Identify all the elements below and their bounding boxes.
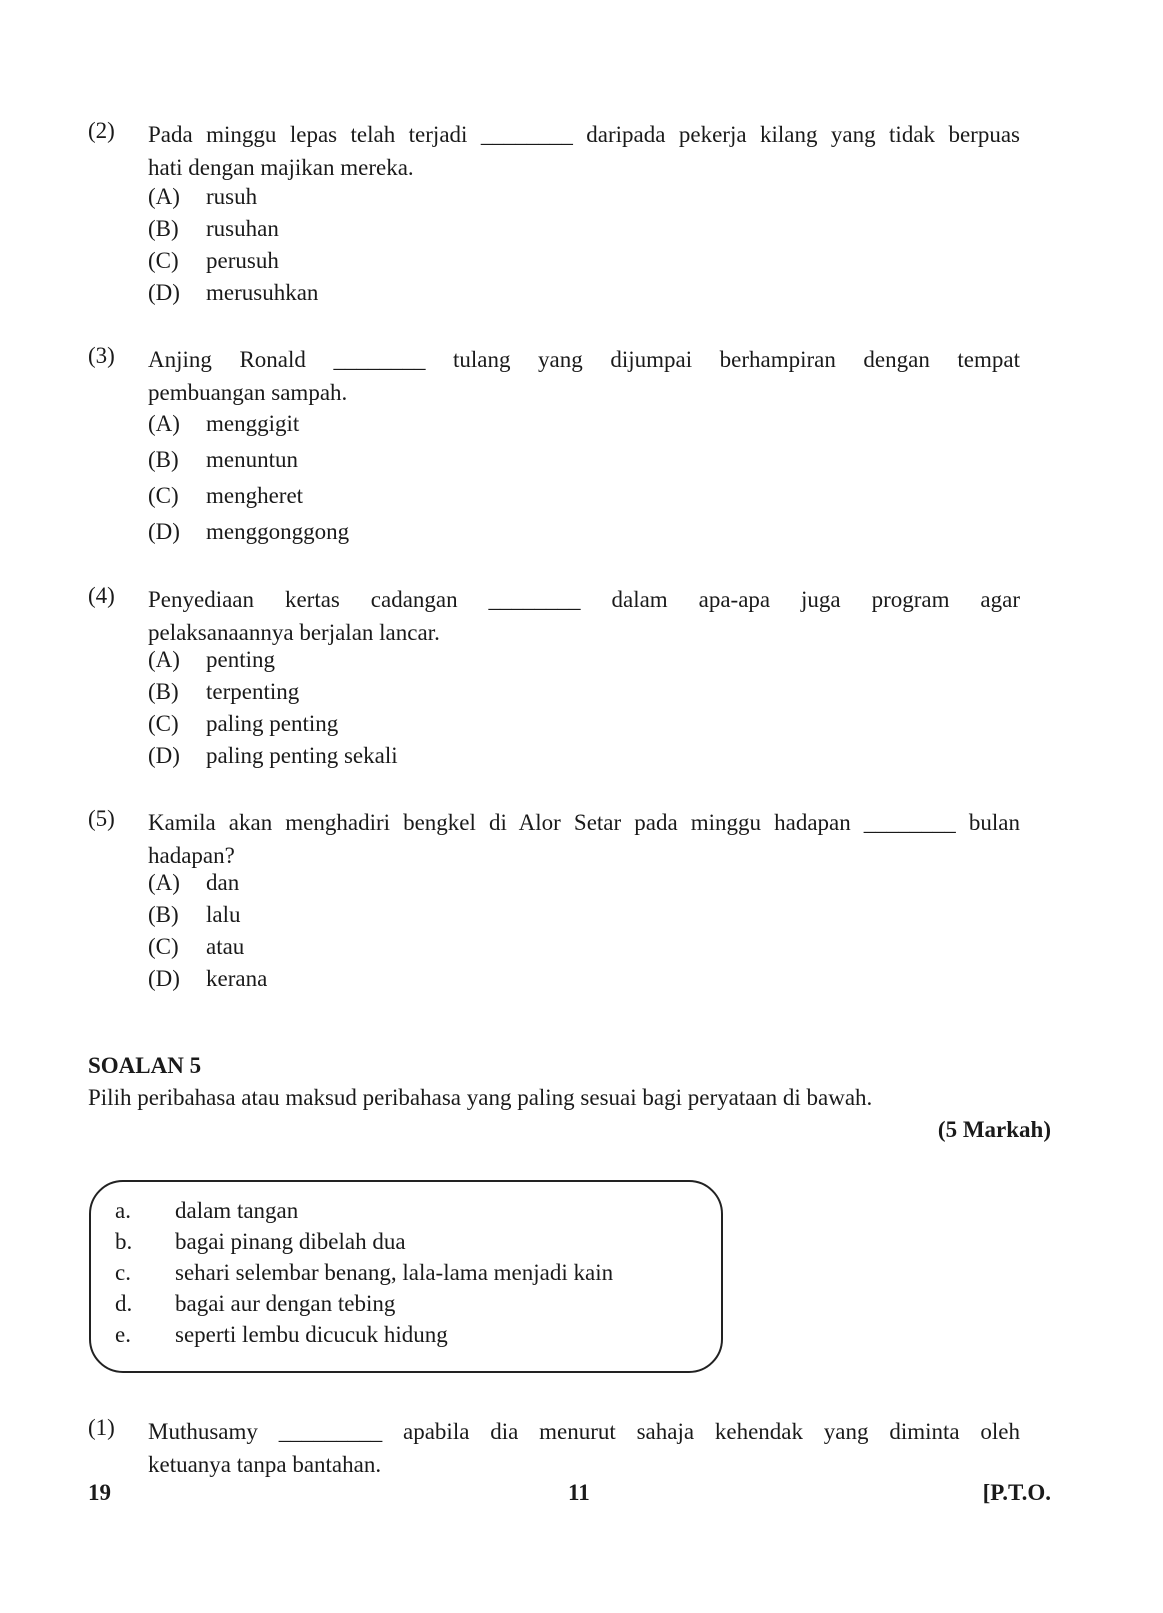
proverb-key: a. xyxy=(115,1198,131,1223)
option-b xyxy=(148,679,299,705)
stem-line-2: ketuanya tanpa bantahan. xyxy=(148,1452,382,1477)
stem-line-2: hati dengan majikan mereka. xyxy=(148,155,414,180)
option-text: paling penting xyxy=(206,711,339,736)
option-letter: (C) xyxy=(148,248,179,273)
option-letter: (D) xyxy=(148,519,180,544)
option-text: paling penting sekali xyxy=(206,743,398,768)
question-3 xyxy=(88,343,1020,409)
option-text: menuntun xyxy=(206,447,298,472)
question-5 xyxy=(88,806,1020,872)
question-s5-1 xyxy=(88,1415,1020,1481)
option-letter: (D) xyxy=(148,966,180,991)
option-text: kerana xyxy=(206,966,268,991)
option-a xyxy=(148,870,239,896)
option-c xyxy=(148,483,303,509)
proverb-box xyxy=(89,1180,723,1373)
option-letter: (C) xyxy=(148,711,179,736)
option-a xyxy=(148,647,275,673)
question-number: (3) xyxy=(88,343,115,368)
proverb-text: dalam tangan xyxy=(175,1198,299,1223)
proverb-text: sehari selembar benang, lala-lama menjadi kain xyxy=(175,1260,614,1285)
proverb-item xyxy=(115,1198,298,1224)
option-letter: (D) xyxy=(148,743,180,768)
stem-line-2: pelaksanaannya berjalan lancar. xyxy=(148,620,440,645)
question-2 xyxy=(88,118,1020,184)
stem-line-1: Kamila akan menghadiri bengkel di Alor Setar pada minggu hadapan ________ bulan xyxy=(148,810,1020,835)
stem-line-1: Penyediaan kertas cadangan ________ dalam apa-apa juga program agar xyxy=(148,587,1020,612)
proverb-key: e. xyxy=(115,1322,131,1347)
option-b xyxy=(148,447,298,473)
question-stem xyxy=(148,343,1020,409)
option-c xyxy=(148,711,338,737)
section-instruction: Pilih peribahasa atau maksud peribahasa yang paling sesuai bagi peryataan di bawah. xyxy=(88,1085,873,1110)
option-c xyxy=(148,248,279,274)
marks-label: (5 Markah) xyxy=(937,1117,1051,1142)
option-text: rusuh xyxy=(206,184,258,209)
option-d xyxy=(148,519,349,545)
option-b xyxy=(148,216,279,242)
proverb-item xyxy=(115,1229,406,1255)
option-c xyxy=(148,934,244,960)
proverb-key: d. xyxy=(115,1291,133,1316)
proverb-text: seperti lembu dicucuk hidung xyxy=(175,1322,448,1347)
stem-line-2: hadapan? xyxy=(148,843,235,868)
question-stem xyxy=(148,806,1020,872)
option-d xyxy=(148,743,398,769)
option-letter: (D) xyxy=(148,280,180,305)
footer-left: 19 xyxy=(88,1480,111,1505)
option-d xyxy=(148,966,267,992)
option-d xyxy=(148,280,318,306)
option-text: perusuh xyxy=(206,248,279,273)
option-text: atau xyxy=(206,934,245,959)
question-number: (4) xyxy=(88,583,115,608)
stem-line-2: pembuangan sampah. xyxy=(148,380,348,405)
option-letter: (C) xyxy=(148,483,179,508)
option-text: penting xyxy=(206,647,275,672)
option-a xyxy=(148,411,299,437)
option-letter: (A) xyxy=(148,184,180,209)
option-text: lalu xyxy=(206,902,241,927)
option-b xyxy=(148,902,241,928)
option-letter: (B) xyxy=(148,902,179,927)
question-number: (5) xyxy=(88,806,115,831)
proverb-item xyxy=(115,1322,448,1348)
proverb-item xyxy=(115,1260,613,1286)
option-text: terpenting xyxy=(206,679,300,704)
option-letter: (C) xyxy=(148,934,179,959)
footer-pto: [P.T.O. xyxy=(982,1480,1051,1505)
option-letter: (A) xyxy=(148,647,180,672)
proverb-text: bagai aur dengan tebing xyxy=(175,1291,396,1316)
option-a xyxy=(148,184,257,210)
question-number: (2) xyxy=(88,118,115,143)
question-number: (1) xyxy=(88,1415,115,1440)
stem-line-1: Anjing Ronald ________ tulang yang dijumpai berhampiran dengan tempat xyxy=(148,347,1020,372)
stem-line-1: Muthusamy _________ apabila dia menurut sahaja kehendak yang diminta oleh xyxy=(148,1419,1020,1444)
section-heading: SOALAN 5 xyxy=(88,1053,202,1078)
proverb-key: b. xyxy=(115,1229,133,1254)
option-letter: (B) xyxy=(148,679,179,704)
question-stem xyxy=(148,1415,1020,1481)
option-text: menggonggong xyxy=(206,519,350,544)
question-stem xyxy=(148,583,1020,649)
option-letter: (B) xyxy=(148,447,179,472)
question-4 xyxy=(88,583,1020,649)
stem-line-1: Pada minggu lepas telah terjadi ________ daripada pekerja kilang yang tidak berpuas xyxy=(148,122,1020,147)
option-text: merusuhkan xyxy=(206,280,319,305)
page-number: 11 xyxy=(568,1480,590,1505)
option-text: rusuhan xyxy=(206,216,279,241)
option-letter: (A) xyxy=(148,411,180,436)
option-text: mengheret xyxy=(206,483,304,508)
option-text: dan xyxy=(206,870,240,895)
question-stem xyxy=(148,118,1020,184)
proverb-text: bagai pinang dibelah dua xyxy=(175,1229,406,1254)
option-letter: (A) xyxy=(148,870,180,895)
proverb-item xyxy=(115,1291,395,1317)
option-letter: (B) xyxy=(148,216,179,241)
option-text: menggigit xyxy=(206,411,300,436)
proverb-key: c. xyxy=(115,1260,131,1285)
